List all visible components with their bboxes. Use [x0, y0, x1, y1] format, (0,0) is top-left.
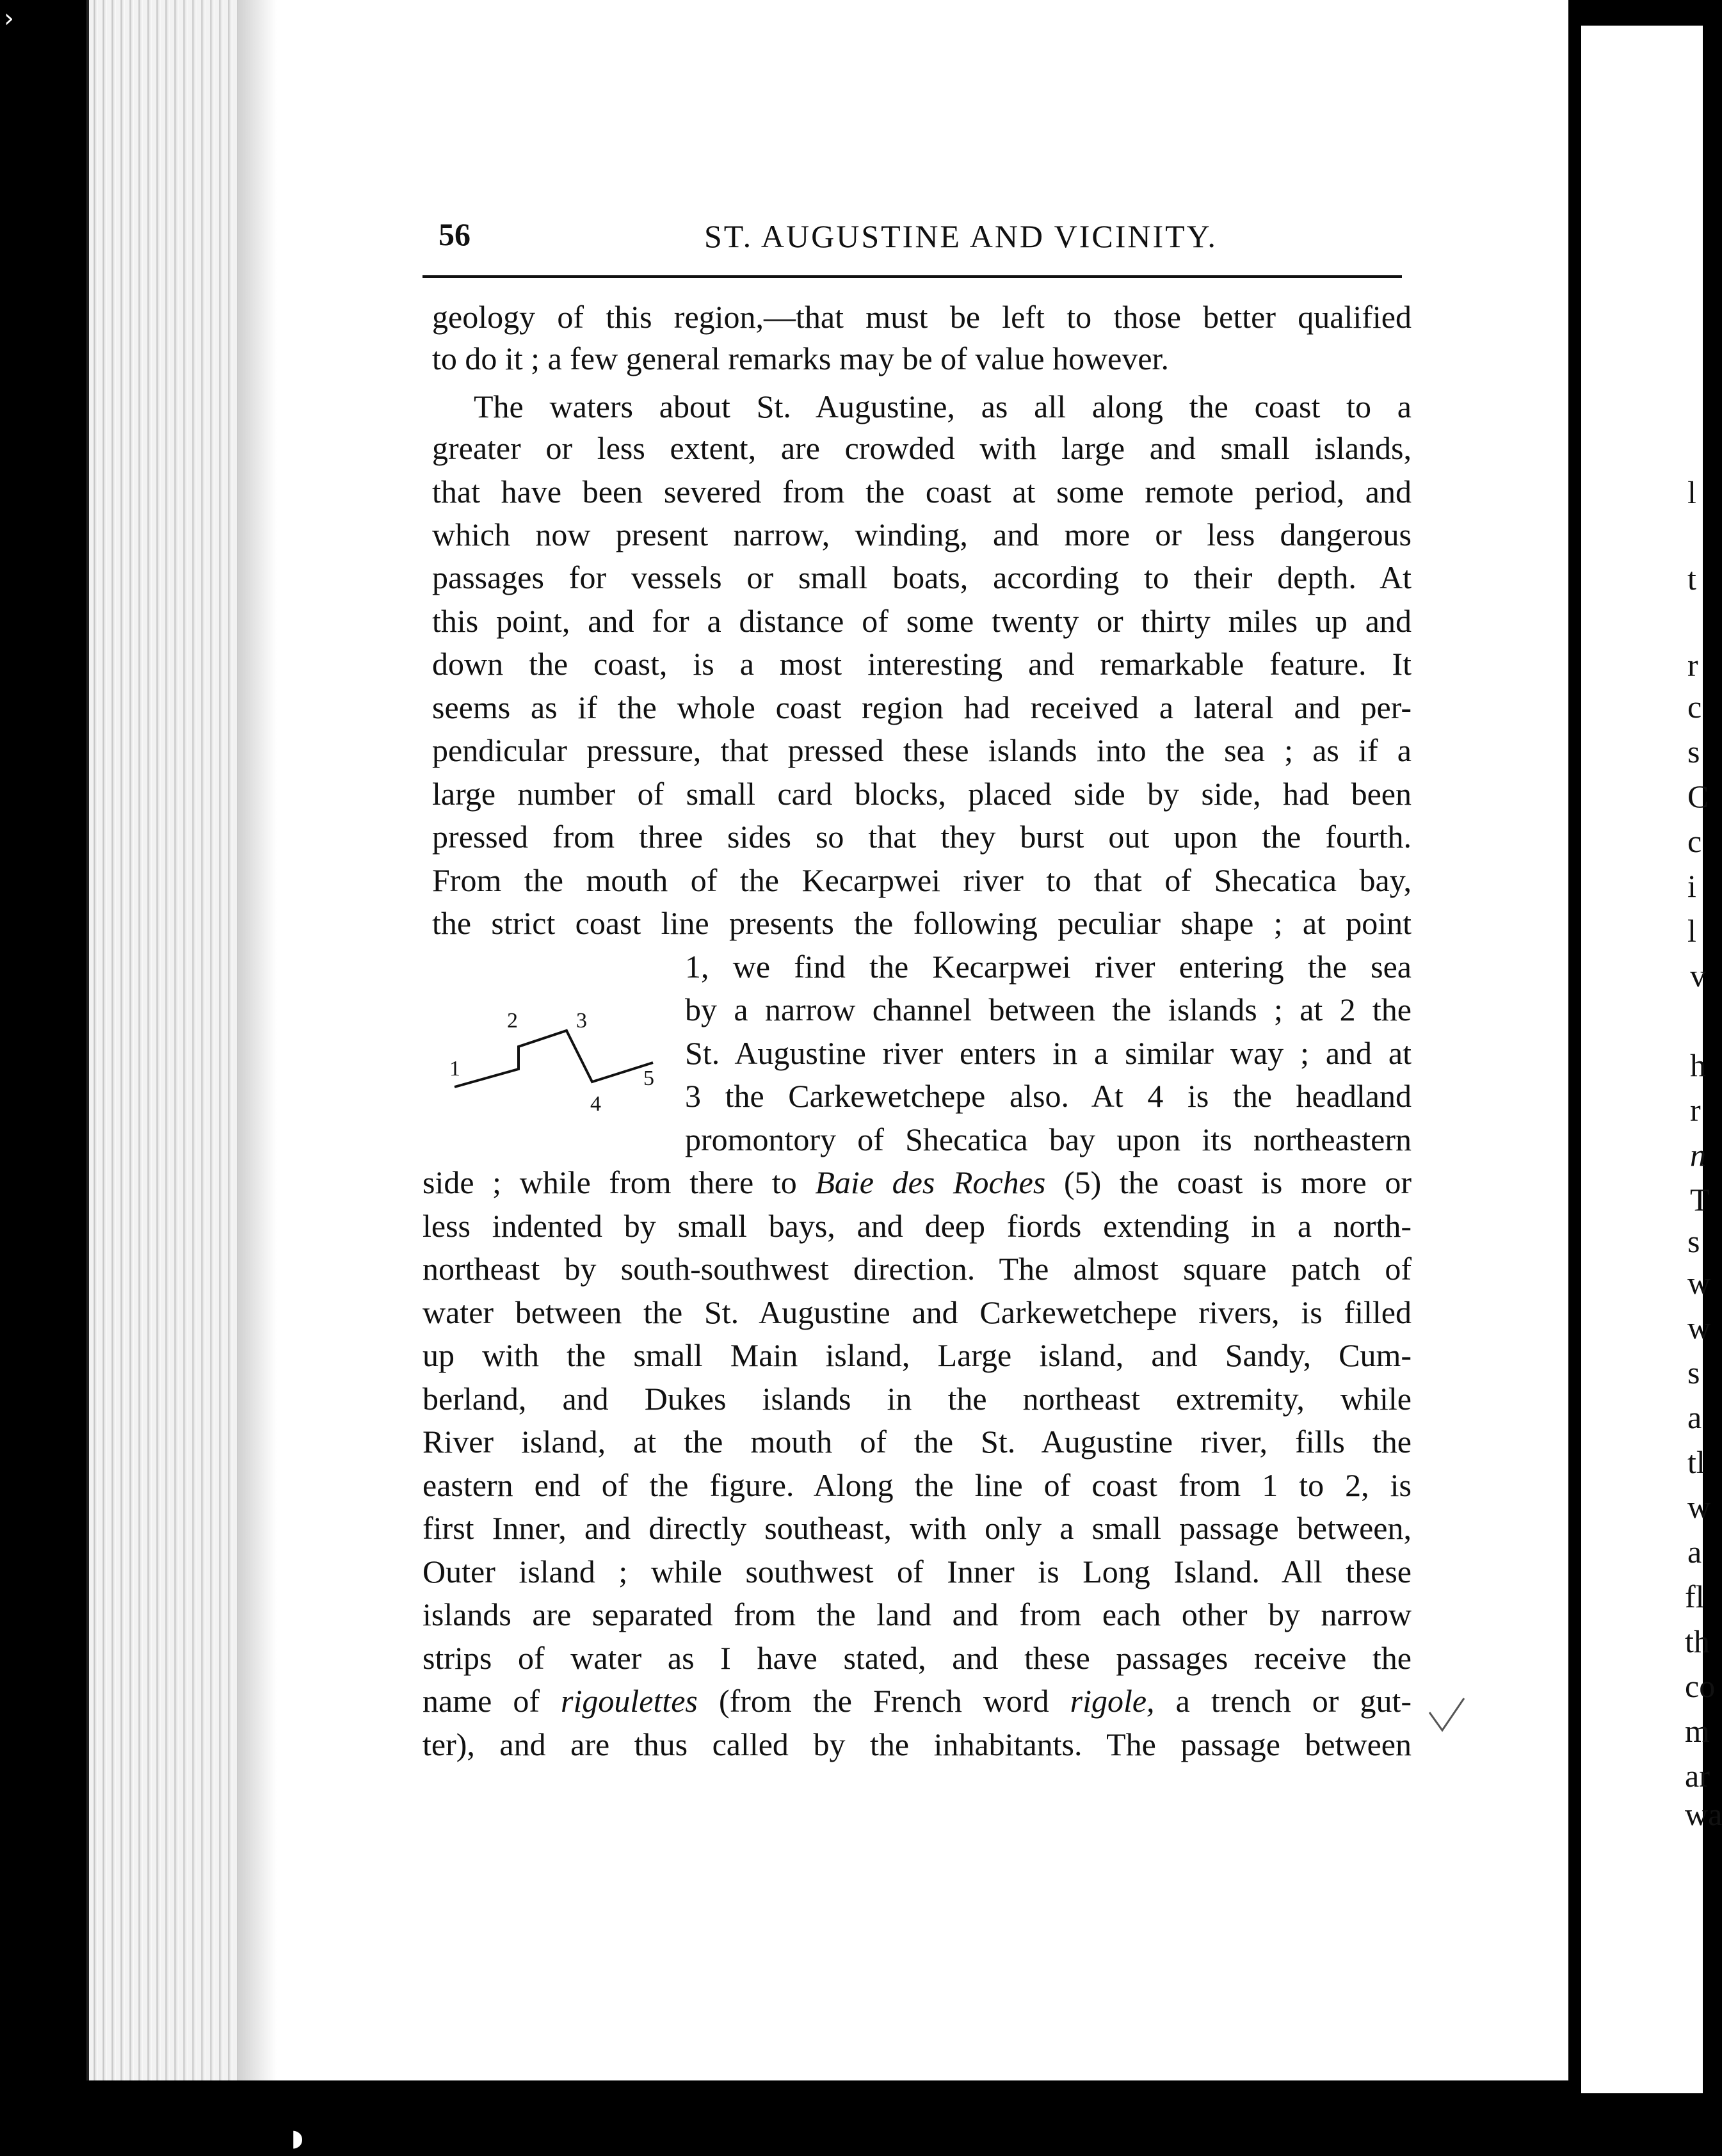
text-line: up with the small Main island, Large island, and Sandy, Cum-	[422, 1337, 1412, 1373]
coast-line-diagram	[442, 999, 679, 1114]
text-line: 1, we find the Kecarpwei river entering the sea	[685, 949, 1412, 985]
page-divider	[1568, 0, 1581, 2156]
text-run: (from the French word	[718, 1683, 1049, 1719]
fragment: i	[1687, 868, 1696, 904]
fragment: wa	[1685, 1796, 1722, 1832]
fragment: l	[1687, 474, 1696, 510]
fragment: m	[1685, 1713, 1710, 1749]
text-line: large number of small card blocks, placed side by side, had been	[432, 776, 1412, 812]
text-line: 3 the Carkewetchepe also. At 4 is the headland	[685, 1078, 1412, 1114]
text-line	[422, 1682, 1412, 1720]
page-stack-edges	[86, 0, 243, 2080]
fragment: c	[1687, 689, 1702, 725]
pencil-check-mark	[1424, 1693, 1469, 1738]
text-line: St. Augustine river enters in a similar way ; and at	[685, 1035, 1412, 1071]
text-line: promontory of Shecatica bay upon its northeastern	[685, 1122, 1412, 1157]
text-run: side ; while from there to	[422, 1164, 797, 1200]
header-rule	[422, 275, 1402, 278]
fragment: s	[1687, 1355, 1700, 1390]
fragment: co	[1685, 1668, 1716, 1704]
fragment: a	[1687, 1399, 1702, 1435]
italic-term: rigole,	[1070, 1683, 1155, 1719]
text-line: ter), and are thus called by the inhabitants. The passage between	[422, 1726, 1412, 1762]
text-line: passages for vessels or small boats, according to their depth. At	[432, 559, 1412, 595]
fragment: t	[1687, 561, 1696, 597]
text-run: the coast is more or	[1119, 1164, 1412, 1200]
text-line: first Inner, and directly southeast, with only a small passage between,	[422, 1510, 1412, 1546]
fragment: w	[1687, 1265, 1711, 1301]
fragment: a	[1687, 1534, 1702, 1570]
diagram-label-3: 3	[576, 1009, 587, 1033]
bottom-mark: ◗	[291, 2125, 303, 2152]
gutter-shadow	[238, 0, 277, 2080]
italic-place-name: Baie des Roches	[815, 1164, 1046, 1200]
text-line: berland, and Dukes islands in the northeast extremity, while	[422, 1381, 1412, 1417]
fragment: c	[1687, 823, 1702, 859]
diagram-label-2: 2	[507, 1009, 518, 1033]
fragment: r	[1687, 647, 1698, 683]
text-line: this point, and for a distance of some twenty or thirty miles up and	[432, 603, 1412, 639]
text-line	[422, 1163, 1412, 1202]
page-number: 56	[439, 216, 471, 252]
text-line: From the mouth of the Kecarpwei river to that of Shecatica bay,	[432, 862, 1412, 898]
text-line: geology of this region,—that must be left to those better qualified	[432, 299, 1412, 335]
fragment: l	[1687, 913, 1696, 949]
text-line: down the coast, is a most interesting and remarkable feature. It	[432, 646, 1412, 682]
fragment: T	[1690, 1182, 1710, 1218]
text-run: (5)	[1063, 1164, 1102, 1200]
text-line: greater or less extent, are crowded with large and small islands,	[432, 430, 1412, 466]
text-line: eastern end of the figure. Along the line of coast from 1 to 2, is	[422, 1467, 1412, 1503]
fragment: w	[1687, 1310, 1711, 1346]
text-line: The waters about St. Augustine, as all along the coast to a	[474, 389, 1412, 424]
text-line: by a narrow channel between the islands ; at 2 the	[685, 992, 1412, 1027]
text-line: the strict coast line presents the following peculiar shape ; at point	[432, 905, 1412, 941]
fragment: v	[1690, 958, 1706, 994]
corner-mark: ›	[4, 4, 14, 33]
text-line: seems as if the whole coast region had received a lateral and per-	[432, 689, 1412, 725]
text-line: pendicular pressure, that pressed these islands into the sea ; as if a	[432, 732, 1412, 768]
text-line: strips of water as I have stated, and these passages receive the	[422, 1640, 1412, 1676]
fragment: s	[1687, 734, 1700, 769]
italic-term: rigoulettes	[561, 1683, 698, 1719]
fragment: h	[1690, 1047, 1706, 1083]
text-line: pressed from three sides so that they burst out upon the fourth.	[432, 819, 1412, 855]
fragment: tl	[1687, 1444, 1705, 1480]
text-line: less indented by small bays, and deep fiords extending in a north-	[422, 1208, 1412, 1244]
text-line: islands are separated from the land and from each other by narrow	[422, 1597, 1412, 1632]
text-line: River island, at the mouth of the St. Augustine river, fills the	[422, 1424, 1412, 1460]
text-line: water between the St. Augustine and Carkewetchepe rivers, is filled	[422, 1294, 1412, 1330]
text-run: a trench or gut-	[1175, 1683, 1412, 1719]
fragment: th	[1685, 1623, 1710, 1659]
diagram-label-4: 4	[590, 1092, 601, 1116]
fragment: s	[1687, 1223, 1700, 1259]
running-head: ST. AUGUSTINE AND VICINITY.	[704, 218, 1218, 254]
fragment: ar	[1685, 1758, 1710, 1794]
fragment: fl	[1685, 1579, 1705, 1614]
text-line: which now present narrow, winding, and more or less dangerous	[432, 517, 1412, 552]
diagram-label-1: 1	[449, 1057, 460, 1081]
text-line: Outer island ; while southwest of Inner is Long Island. All these	[422, 1554, 1412, 1589]
fragment: n	[1690, 1137, 1706, 1173]
text-line: to do it ; a few general remarks may be of value however.	[432, 341, 1169, 376]
fragment: w	[1687, 1489, 1711, 1525]
coast-line	[455, 1031, 653, 1087]
text-run: name of	[422, 1683, 540, 1719]
fragment: C	[1687, 778, 1709, 814]
fragment: r	[1690, 1092, 1701, 1128]
diagram-label-5: 5	[643, 1066, 654, 1090]
text-line: that have been severed from the coast at some remote period, and	[432, 474, 1412, 510]
text-line: northeast by south-southwest direction. The almost square patch of	[422, 1251, 1412, 1287]
